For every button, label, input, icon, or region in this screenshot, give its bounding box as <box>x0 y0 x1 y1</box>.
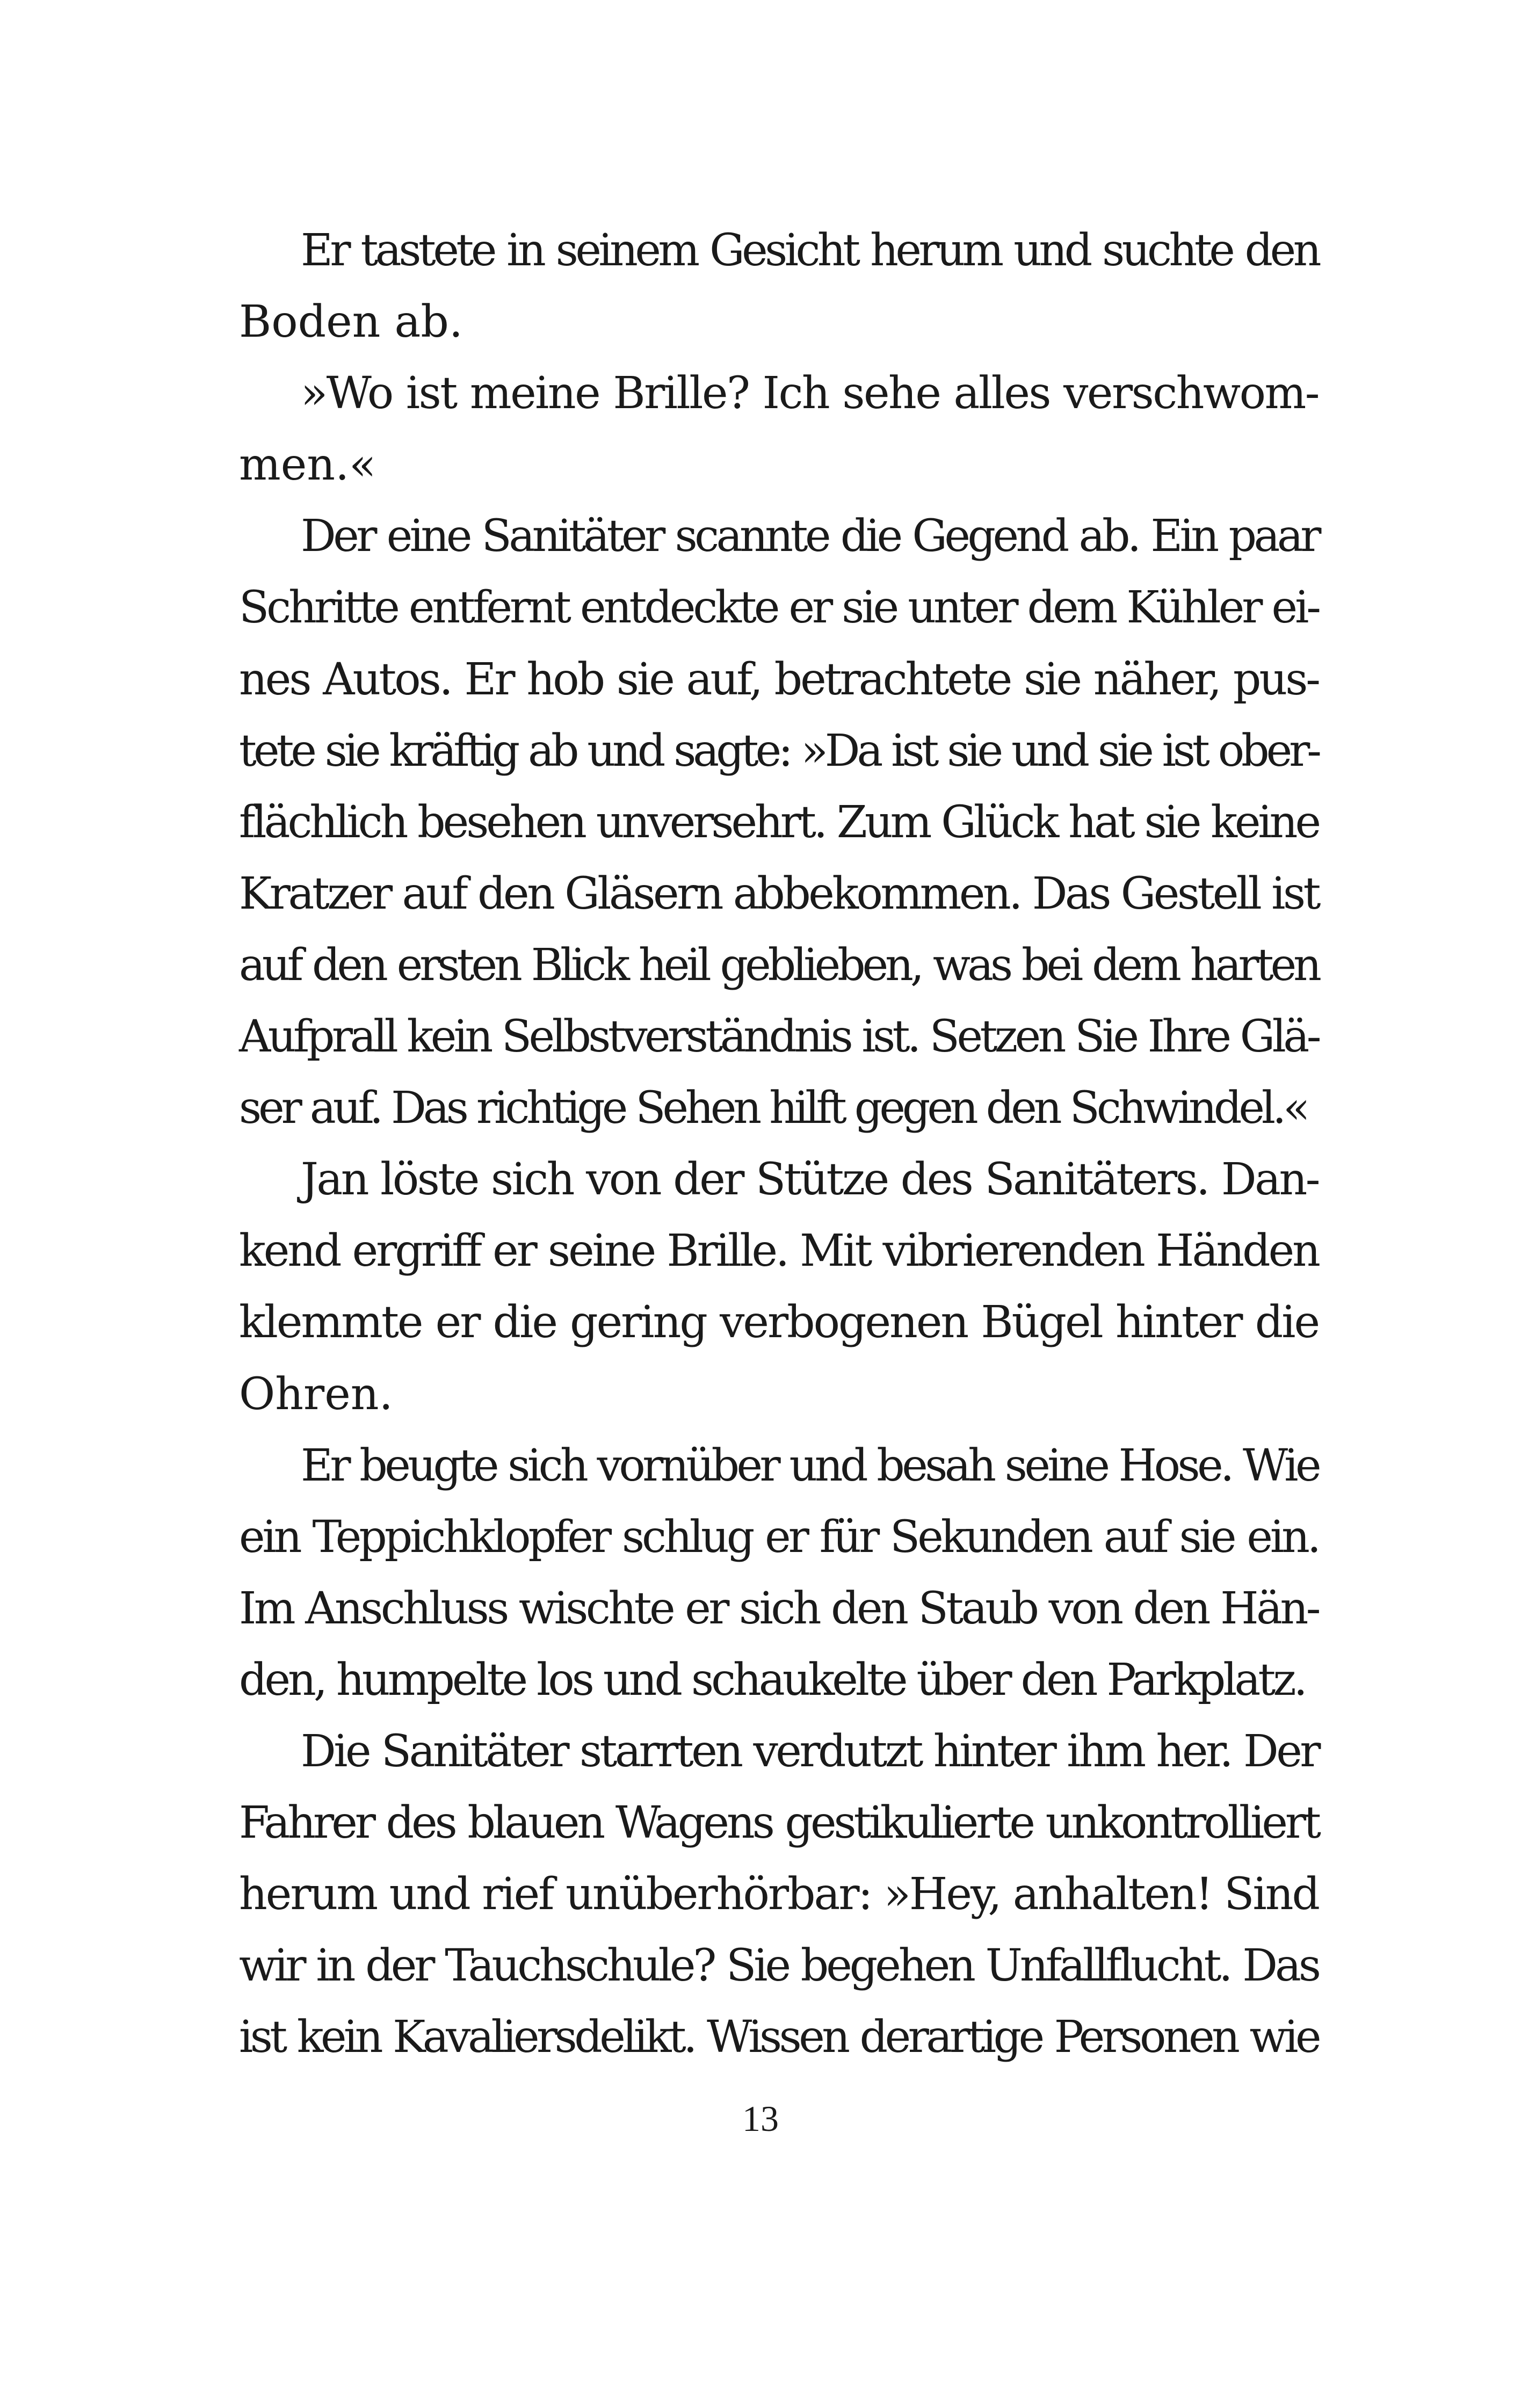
text-line: tete sie kräftig ab und sagte: »Da ist sie und sie ist ober- <box>239 725 1319 777</box>
text-line: Im Anschluss wischte er sich den Staub von den Hän- <box>239 1583 1319 1634</box>
text-line: klemmte er die gering verbogenen Bügel hinter die <box>239 1297 1319 1348</box>
page-number: 13 <box>742 2098 779 2139</box>
body-text <box>239 215 1319 2073</box>
text-line: Er beugte sich vornüber und besah seine Hose. Wie <box>301 1440 1319 1491</box>
text-line: men.« <box>239 439 376 491</box>
text-line: wir in der Tauchschule? Sie begehen Unfallflucht. Das <box>239 1940 1319 1992</box>
text-line: nes Autos. Er hob sie auf, betrachtete sie näher, pus- <box>239 654 1319 705</box>
text-line: den, humpelte los und schaukelte über den Parkplatz. <box>239 1654 1305 1706</box>
text-line: Schritte entfernt entdeckte er sie unter dem Kühler ei- <box>239 582 1319 634</box>
text-line: Die Sanitäter starrten verdutzt hinter ihm her. Der <box>301 1725 1319 1777</box>
text-line: flächlich besehen unversehrt. Zum Glück hat sie keine <box>239 796 1319 848</box>
text-line: Kratzer auf den Gläsern abbekommen. Das Gestell ist <box>239 868 1319 919</box>
text-line: »Wo ist meine Brille? Ich sehe alles verschwom- <box>301 368 1319 419</box>
text-line: Er tastete in seinem Gesicht herum und suchte den <box>301 225 1319 276</box>
text-line: ser auf. Das richtige Sehen hilft gegen den Schwindel.« <box>239 1083 1307 1134</box>
text-line: kend ergriff er seine Brille. Mit vibrierenden Händen <box>239 1225 1319 1277</box>
text-line: Aufprall kein Selbstverständnis ist. Setzen Sie Ihre Glä- <box>239 1011 1319 1063</box>
text-line: auf den ersten Blick heil geblieben, was bei dem harten <box>239 939 1319 991</box>
text-line: Der eine Sanitäter scannte die Gegend ab. Ein paar <box>301 511 1319 562</box>
text-line: ist kein Kavaliersdelikt. Wissen derartige Personen wie <box>239 2012 1319 2063</box>
text-line: Jan löste sich von der Stütze des Sanitäters. Dan- <box>301 1154 1319 1206</box>
text-line: Boden ab. <box>239 296 463 348</box>
text-line: herum und rief unüberhörbar: »Hey, anhalten! Sind <box>239 1869 1319 1920</box>
text-line: ein Teppichklopfer schlug er für Sekunden auf sie ein. <box>239 1511 1319 1563</box>
text-line: Fahrer des blauen Wagens gestikulierte unkontrolliert <box>239 1797 1319 1849</box>
text-line: Ohren. <box>239 1368 393 1420</box>
